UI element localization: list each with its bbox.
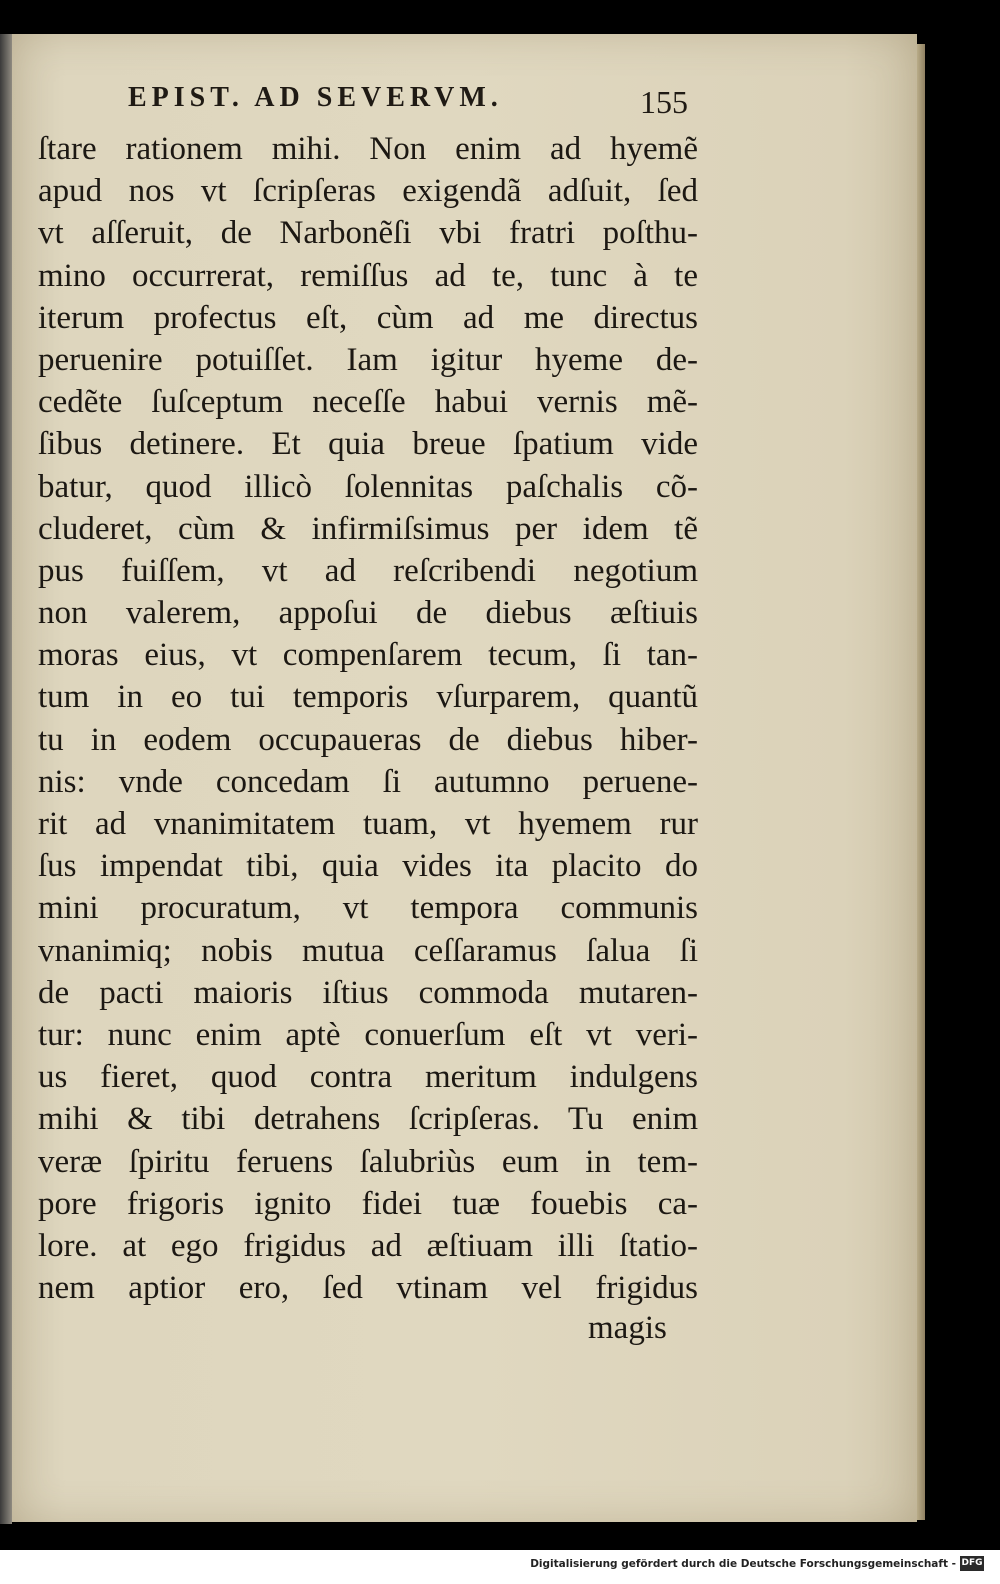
page-header bbox=[128, 82, 688, 122]
text-line: pus fuiſſem, vt ad reſcribendi negotium bbox=[38, 552, 698, 589]
text-line: tu in eodem occupaueras de diebus hiber- bbox=[38, 721, 698, 758]
body-text bbox=[38, 128, 698, 1309]
text-line: apud nos vt ſcripſeras exigendã adſuit, ſed bbox=[38, 173, 698, 210]
text-line: peruenire potuiſſet. Iam igitur hyeme de- bbox=[38, 341, 698, 378]
text-line: ſus impendat tibi, quia vides ita placito do bbox=[38, 848, 698, 885]
text-line: batur, quod illicò ſolennitas paſchalis cõ- bbox=[38, 468, 698, 505]
text-line: moras eius, vt compenſarem tecum, ſi tan- bbox=[38, 637, 698, 674]
running-head: EPIST. AD SEVERVM. bbox=[128, 82, 503, 113]
text-line: ſibus detinere. Et quia breue ſpatium vide bbox=[38, 426, 698, 463]
text-line: iterum profectus eſt, cùm ad me directus bbox=[38, 299, 698, 336]
text-line: veræ ſpiritu feruens ſalubriùs eum in tem- bbox=[38, 1143, 698, 1180]
text-line: non valerem, appoſui de diebus æſtiuis bbox=[38, 595, 698, 632]
text-line: mino occurrerat, remiſſus ad te, tunc à te bbox=[38, 257, 698, 294]
page-edge bbox=[917, 44, 925, 1520]
text-line: cedẽte ſuſceptum neceſſe habui vernis mẽ- bbox=[38, 384, 698, 421]
text-line: vnanimiq; nobis mutua ceſſaramus ſalua ſi bbox=[38, 932, 698, 969]
text-line: rit ad vnanimitatem tuam, vt hyemem rur bbox=[38, 806, 698, 842]
text-line: ſtare rationem mihi. Non enim ad hyemẽ bbox=[38, 131, 698, 167]
text-line: tur: nunc enim aptè conuerſum eſt vt veri- bbox=[38, 1016, 698, 1053]
text-line: lore. at ego frigidus ad æſtiuam illi ſtatio- bbox=[38, 1227, 698, 1264]
dfg-logo: DFG bbox=[960, 1556, 984, 1571]
text-line: mihi & tibi detrahens ſcripſeras. Tu enim bbox=[38, 1101, 698, 1138]
book-spine bbox=[0, 34, 12, 1524]
text-line: mini procuratum, vt tempora communis bbox=[38, 890, 698, 927]
catchword: magis bbox=[588, 1310, 667, 1346]
text-line: pore frigoris ignito fidei tuæ fouebis ca- bbox=[38, 1185, 698, 1222]
text-line: vt aſſeruit, de Narbonẽſi vbi fratri poſthu- bbox=[38, 215, 698, 252]
text-line: cluderet, cùm & infirmiſsimus per idem tẽ bbox=[38, 510, 698, 547]
digitization-credit: Digitalisierung gefördert durch die Deutsche Forschungsgemeinschaft - bbox=[530, 1558, 956, 1570]
page-number: 155 bbox=[640, 84, 688, 120]
text-line: nis: vnde concedam ſi autumno peruene- bbox=[38, 763, 698, 800]
text-line: tum in eo tui temporis vſurparem, quantũ bbox=[38, 679, 698, 716]
text-line: us fieret, quod contra meritum indulgens bbox=[38, 1059, 698, 1096]
text-line: de pacti maioris iſtius commoda mutaren- bbox=[38, 974, 698, 1011]
text-line: nem aptior ero, ſed vtinam vel frigidus bbox=[38, 1270, 698, 1307]
footer-bar bbox=[0, 1550, 1000, 1584]
